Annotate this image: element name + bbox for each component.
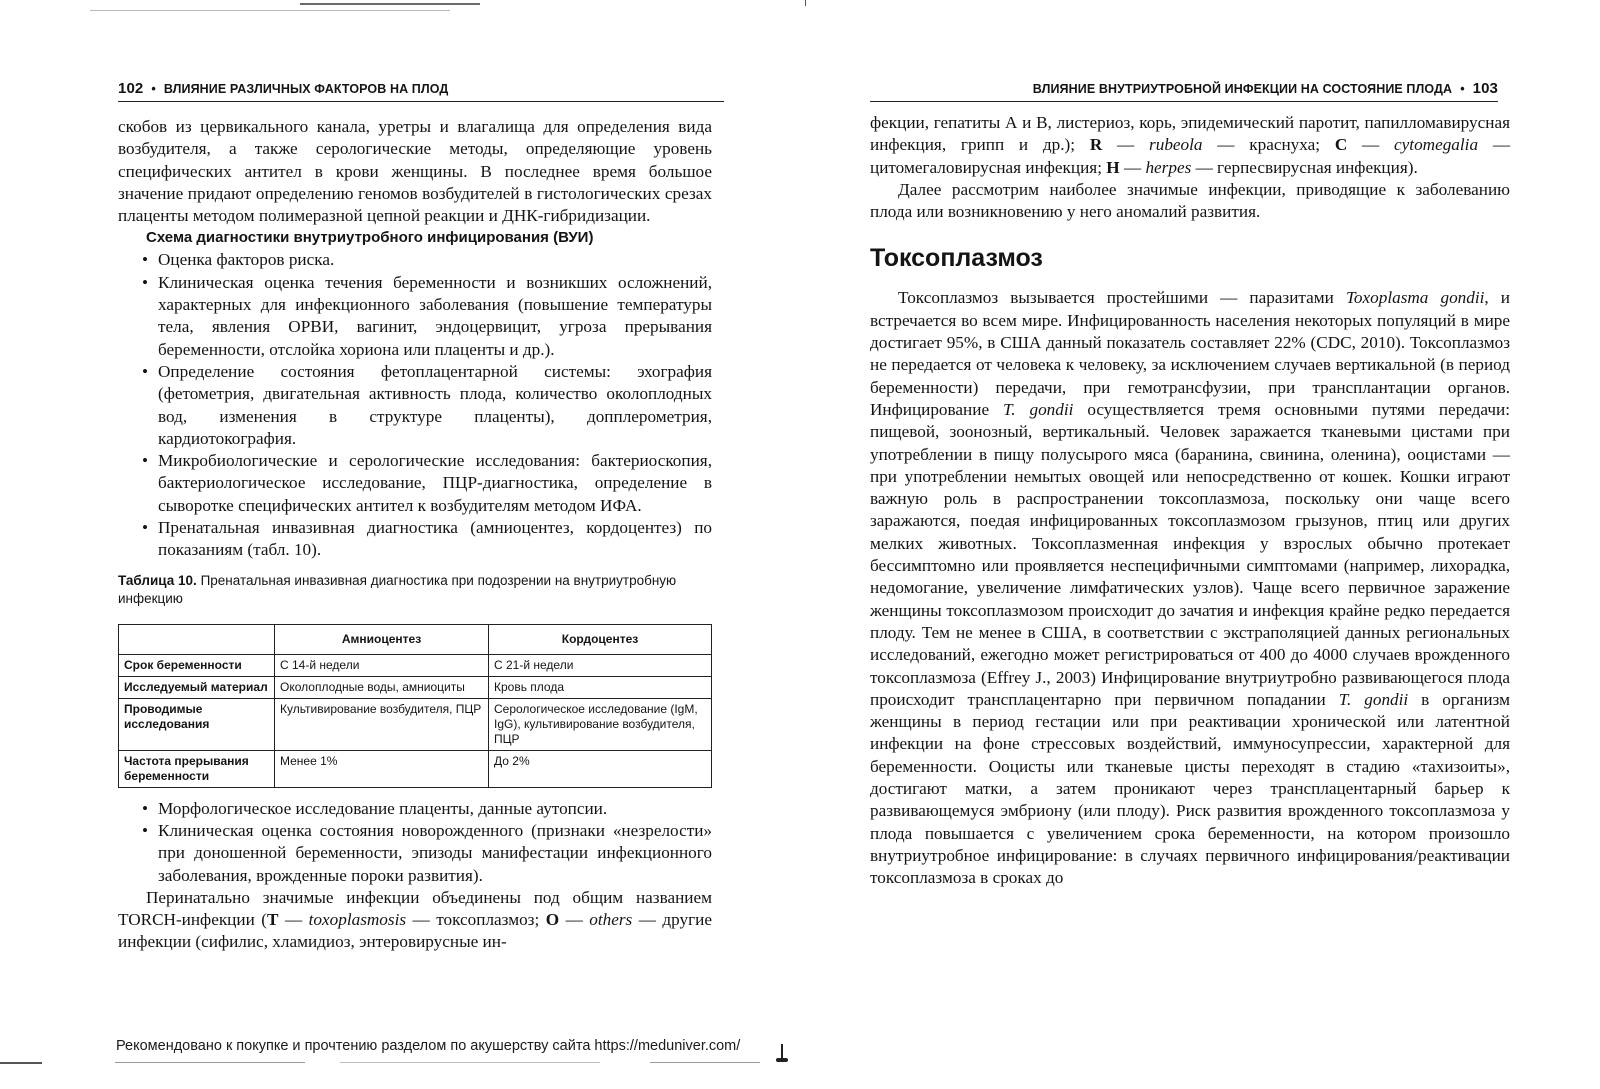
running-head-title: ВЛИЯНИЕ ВНУТРИУТРОБНОЙ ИНФЕКЦИИ НА СОСТОЯНИЕ ПЛОДА bbox=[1032, 82, 1453, 96]
body-text: , и встречается во всем мире. Инфицированность населения некоторых популяций в мире достигает 95%, в США данный показатель составляет 22% (CDC, 2010). Токсоплазмоз не передается от человека к человеку, за исключением случаев вертикальной (в период беременности) передачи, при гемотрансфузии, при трансплантации органов. Инфицирование bbox=[870, 288, 1510, 419]
scheme-heading: Схема диагностики внутриутробного инфицирования (ВУИ) bbox=[146, 229, 594, 247]
table-cell: С 21-й недели bbox=[489, 654, 712, 676]
latin-term: rubeola bbox=[1149, 135, 1203, 155]
latin-term: Toxoplasma gondii bbox=[1345, 288, 1485, 308]
torch-text: — герпесвирусная инфекция). bbox=[1191, 157, 1418, 177]
torch-letter-c: C bbox=[1334, 135, 1348, 155]
torch-letter-r: R bbox=[1089, 135, 1103, 155]
section-title: Токсоплазмоз bbox=[870, 244, 1043, 273]
diagnostic-scheme-list bbox=[142, 249, 712, 561]
footer-note: Рекомендовано к покупке и прочтению разделом по акушерству сайта https://meduniver.com/ bbox=[116, 1038, 741, 1054]
torch-letter-t: T bbox=[267, 910, 279, 930]
bullet-separator-icon: • bbox=[151, 82, 156, 96]
left-body-text bbox=[118, 116, 712, 954]
table-row-header: Срок беременности bbox=[119, 654, 275, 676]
bullet-separator-icon: • bbox=[1460, 82, 1465, 96]
scan-artifact-line bbox=[115, 1062, 305, 1063]
body-text: в организм женщины в период гестации или при реактивации хронической или латентной инфекции на фоне стрессовых воздействий, иммуносупрессии, характерной для беременности. Ооцисты или тканевые цисты переходят в стадию «тахизоиты», достигают матки, а затем проникают через трансплацентарный барьер к развивающемуся эмбриону (или плоду). Риск развития врожденного токсоплазмоза у плода повышается с увеличением срока беременности, на котором произошло внутриутробное инфицирование: в случаях первичного инфицирования/реактивации токсоплазмоза в сроках до bbox=[870, 689, 1510, 888]
torch-text: — краснуха; bbox=[1202, 135, 1335, 155]
latin-term: T. gondii bbox=[1003, 399, 1074, 419]
list-item: • Оценка факторов риска. bbox=[142, 249, 712, 271]
table-header-row bbox=[119, 624, 712, 654]
torch-text: — токсоплазмоз; bbox=[406, 910, 546, 930]
list-item: • Микробиологические и серологические исследования: бактериоскопия, бактериологическое исследование, ПЦР-диагностика, определение в сыворотке специфических антител к возбудителям методом ИФА. bbox=[142, 450, 712, 517]
table-row bbox=[119, 654, 712, 676]
page-number: 103 bbox=[1472, 80, 1498, 97]
right-page bbox=[800, 0, 1600, 1089]
torch-paragraph bbox=[118, 887, 712, 954]
table-cell: Менее 1% bbox=[275, 750, 489, 787]
table-row-header: Частота прерывания беременности bbox=[119, 750, 275, 787]
transition-paragraph: Далее рассмотрим наиболее значимые инфекции, приводящие к заболеванию плода или возникновению у него аномалий развития. bbox=[870, 179, 1510, 222]
toxoplasmosis-paragraph bbox=[870, 287, 1510, 889]
diagnostic-scheme-list-continued bbox=[142, 798, 712, 887]
running-head-left bbox=[118, 80, 724, 102]
torch-letter-o: O bbox=[545, 910, 560, 930]
latin-term: others bbox=[589, 910, 633, 930]
running-head-title: ВЛИЯНИЕ РАЗЛИЧНЫХ ФАКТОРОВ НА ПЛОД bbox=[163, 82, 449, 96]
table-row bbox=[119, 676, 712, 698]
table-cell: До 2% bbox=[489, 750, 712, 787]
crop-mark-icon bbox=[778, 1044, 786, 1064]
table-cell: Кровь плода bbox=[489, 676, 712, 698]
latin-term: herpes bbox=[1145, 157, 1192, 177]
torch-text: — другие инфекции (сифилис, хламидиоз, энтеровирусные ин- bbox=[118, 910, 712, 952]
page-number: 102 bbox=[118, 80, 144, 97]
torch-text: — цитомегаловирусная инфекция; bbox=[870, 135, 1511, 177]
table-cell: Околоплодные воды, амниоциты bbox=[275, 676, 489, 698]
list-item: • Клиническая оценка течения беременности и возникших осложнений, характерных для инфекционного заболевания (повышение температуры тела, явления ОРВИ, вагинит, эндоцервицит, угроза прерывания беременности, отслойка хориона или плаценты и др.). bbox=[142, 272, 712, 361]
dash: — bbox=[559, 910, 590, 930]
table-header-cell: Кордоцентез bbox=[489, 624, 712, 654]
torch-letter-h: H bbox=[1106, 157, 1120, 177]
torch-continuation-paragraph bbox=[870, 112, 1510, 179]
body-text: осуществляется тремя основными путями передачи: пищевой, зоонозный, вертикальный. Человек заражается тканевыми цистами при употреблении в пищу полусырого мяса (баранина, свинина, оленина), ооцистами — при употреблении немытых овощей или непосредственно от кошек. Кошки играют важную роль в распространении токсоплазмоза, поскольку они чаще всего заражаются, поедая инфицированных токсоплазмозом грызунов, птиц или других мелких животных. Токсоплазменная инфекция у взрослых обычно протекает бессимптомно или проявляется неспецифичными симптомами (например, лихорадка, недомогание, увеличение лимфатических узлов). Чаще всего первичное заражение женщины токсоплазмозом происходит до зачатия и инфекция крайне редко передается плоду. Тем не менее в США, в соответствии с экстраполяцией данных региональных исследований, ежегодно может регистрироваться от 400 до 4000 случаев врожденного токсоплазмоза (Effrey J., 2003) Инфицирование внутриутробно развивающегося плода происходит трансплацентарно при первичном попадании bbox=[870, 399, 1510, 709]
table-caption-label: Таблица 10. bbox=[118, 572, 197, 588]
latin-term: toxoplasmosis bbox=[308, 910, 407, 930]
table-caption bbox=[118, 572, 712, 608]
diagnostics-table bbox=[118, 624, 712, 788]
table-caption-text: Пренатальная инвазивная диагностика при подозрении на внутриутробную инфекцию bbox=[118, 572, 677, 606]
table-header-cell: Амниоцентез bbox=[275, 624, 489, 654]
intro-paragraph: скобов из цервикального канала, уретры и влагалища для определения вида возбудителя, а также серологические методы, определяющие уровень специфических антител в крови женщины. В последнее время большое значение придают определению геномов возбудителей в гистологических срезах плаценты методом полимеразной цепной реакции и ДНК-гибридизации. bbox=[118, 117, 712, 226]
table-cell: Культивирование возбудителя, ПЦР bbox=[275, 698, 489, 750]
table-cell: С 14-й недели bbox=[275, 654, 489, 676]
table-header-cell bbox=[119, 624, 275, 654]
list-item: • Определение состояния фетоплацентарной системы: эхография (фетометрия, двигательная активность плода, количество околоплодных вод, изменения в структуре плаценты), допплерометрия, кардиотокография. bbox=[142, 361, 712, 450]
table-cell: Серологическое исследование (IgM, IgG), культивирование возбудителя, ПЦР bbox=[489, 698, 712, 750]
body-text: Токсоплазмоз вызывается простейшими — паразитами bbox=[898, 288, 1346, 308]
torch-text: Перинатально значимые инфекции объединены под общим названием TORCH-инфекции ( bbox=[118, 887, 712, 930]
latin-term: T. gondii bbox=[1338, 689, 1409, 709]
table-row-header: Исследуемый материал bbox=[119, 676, 275, 698]
dash: — bbox=[278, 910, 309, 930]
scan-artifact-line bbox=[0, 1062, 42, 1064]
dash: — bbox=[1347, 135, 1395, 155]
table-row bbox=[119, 698, 712, 750]
table-row bbox=[119, 750, 712, 787]
torch-text: фекции, гепатиты А и В, листериоз, корь, эпидемический паротит, папилломавирусная инфекция, грипп и др.); bbox=[870, 113, 1510, 155]
list-item: • Клиническая оценка состояния новорожденного (признаки «незрелости» при доношенной беременности, эпизоды манифестации инфекционного заболевания, врожденные пороки развития). bbox=[142, 820, 712, 887]
scan-artifact-line bbox=[340, 1062, 600, 1063]
dash: — bbox=[1102, 135, 1150, 155]
dash: — bbox=[1119, 157, 1146, 177]
latin-term: cytomegalia bbox=[1394, 135, 1479, 155]
list-item: • Морфологическое исследование плаценты, данные аутопсии. bbox=[142, 798, 712, 820]
running-head-right bbox=[870, 80, 1498, 102]
table-row-header: Проводимые исследования bbox=[119, 698, 275, 750]
scan-artifact-line bbox=[650, 1062, 760, 1063]
right-body-text bbox=[870, 112, 1510, 890]
list-item: • Пренатальная инвазивная диагностика (амниоцентез, кордоцентез) по показаниям (табл. 10). bbox=[142, 517, 712, 562]
